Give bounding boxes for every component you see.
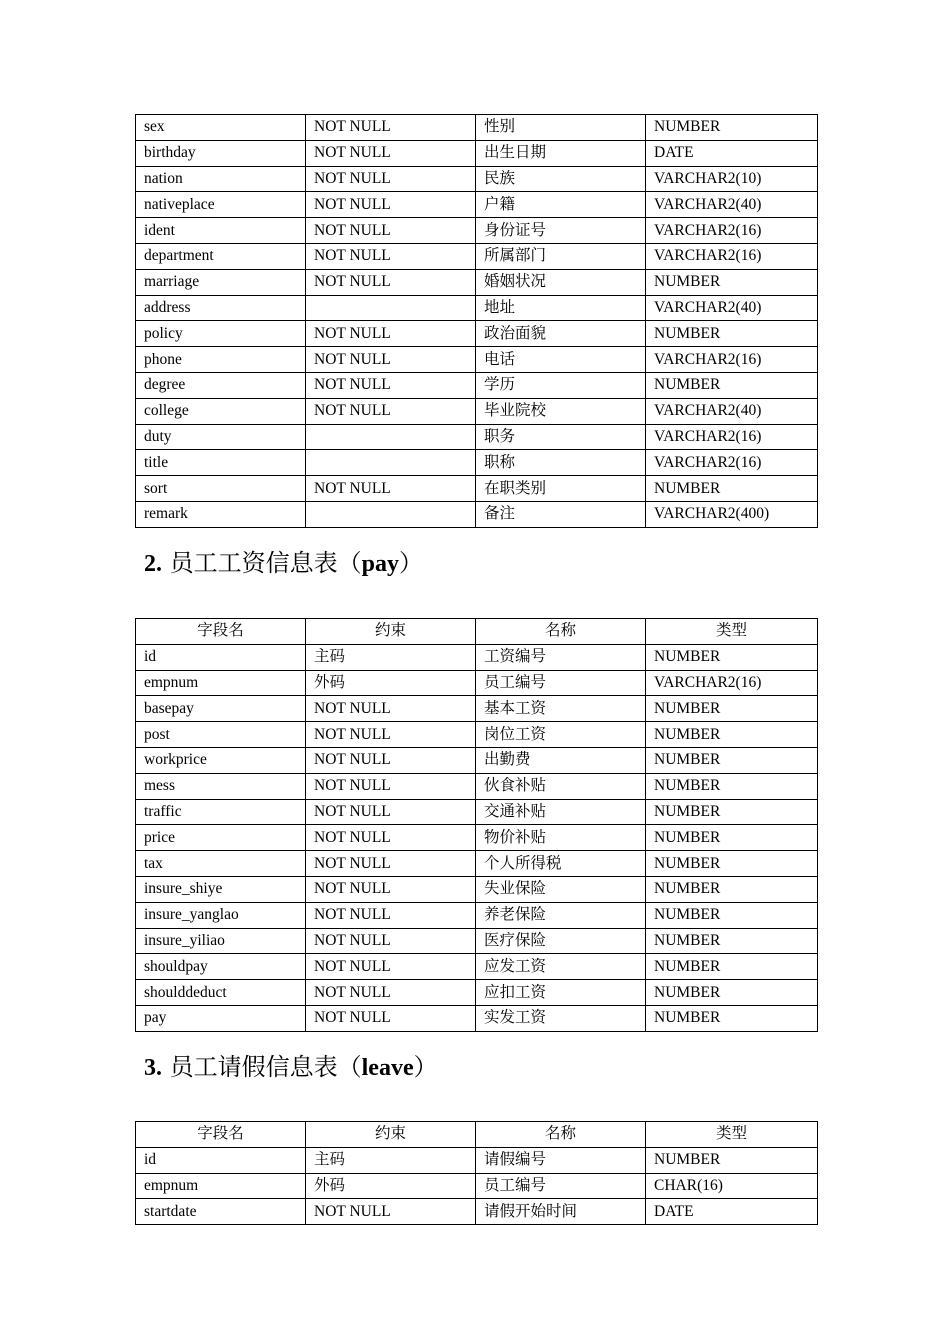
table-cell: 应发工资 (476, 954, 646, 980)
table-cell: DATE (646, 1199, 818, 1225)
table-cell: NOT NULL (306, 902, 476, 928)
section-number: 3. (144, 1055, 162, 1081)
table-cell: 实发工资 (476, 1005, 646, 1031)
header-row (136, 1122, 818, 1148)
table-cell: 请假开始时间 (476, 1199, 646, 1225)
table-cell: VARCHAR2(16) (646, 347, 818, 373)
table-cell: 养老保险 (476, 902, 646, 928)
table-cell: CHAR(16) (646, 1173, 818, 1199)
table-header (136, 1122, 818, 1148)
table-cell: 职称 (476, 450, 646, 476)
table-cell: 出生日期 (476, 140, 646, 166)
table-cell: nativeplace (136, 192, 306, 218)
header-row (136, 619, 818, 645)
table-cell: VARCHAR2(400) (646, 501, 818, 527)
table-cell: NUMBER (646, 696, 818, 722)
table-cell: price (136, 825, 306, 851)
table-cell: policy (136, 321, 306, 347)
table-cell: empnum (136, 670, 306, 696)
table-cell: 民族 (476, 166, 646, 192)
table-row (136, 902, 818, 928)
table-cell: id (136, 644, 306, 670)
table-cell: NOT NULL (306, 269, 476, 295)
table-cell: id (136, 1147, 306, 1173)
table-cell: NOT NULL (306, 747, 476, 773)
table-code: pay (361, 551, 399, 577)
section-close: ） (399, 549, 423, 577)
table-cell: NUMBER (646, 980, 818, 1006)
table-cell: 外码 (306, 1173, 476, 1199)
table-row (136, 192, 818, 218)
table-cell: NOT NULL (306, 825, 476, 851)
table-cell: 交通补贴 (476, 799, 646, 825)
table-body (136, 1147, 818, 1224)
table-cell: NUMBER (646, 799, 818, 825)
table-row (136, 670, 818, 696)
table-row (136, 954, 818, 980)
table-cell: NOT NULL (306, 372, 476, 398)
table-cell: 伙食补贴 (476, 773, 646, 799)
table-cell: NUMBER (646, 825, 818, 851)
table-cell: mess (136, 773, 306, 799)
table-cell: sort (136, 476, 306, 502)
table-cell: NOT NULL (306, 140, 476, 166)
table-cell: NOT NULL (306, 876, 476, 902)
table-cell: insure_yiliao (136, 928, 306, 954)
table-row (136, 799, 818, 825)
table-cell: VARCHAR2(40) (646, 192, 818, 218)
table-row (136, 644, 818, 670)
table-cell: phone (136, 347, 306, 373)
table-cell: duty (136, 424, 306, 450)
table-cell: sex (136, 115, 306, 141)
table-cell: nation (136, 166, 306, 192)
table-cell: remark (136, 501, 306, 527)
table-cell: NUMBER (646, 851, 818, 877)
table-cell: title (136, 450, 306, 476)
table-row (136, 115, 818, 141)
table-cell: NUMBER (646, 115, 818, 141)
table-cell: address (136, 295, 306, 321)
table-row (136, 398, 818, 424)
table-code: leave (361, 1055, 414, 1081)
table-cell: 应扣工资 (476, 980, 646, 1006)
table-cell: VARCHAR2(40) (646, 398, 818, 424)
table-cell: 医疗保险 (476, 928, 646, 954)
table-cell (306, 295, 476, 321)
table-row (136, 243, 818, 269)
table-cell: post (136, 722, 306, 748)
table-row (136, 476, 818, 502)
table-cell: NOT NULL (306, 321, 476, 347)
table-cell: NUMBER (646, 773, 818, 799)
section-title: 员工工资信息表（ (169, 549, 362, 577)
table-cell: shouldpay (136, 954, 306, 980)
table-cell: NUMBER (646, 747, 818, 773)
column-header: 字段名 (136, 619, 306, 645)
table-cell: 性别 (476, 115, 646, 141)
table-cell: 员工编号 (476, 670, 646, 696)
section-heading-pay (144, 548, 423, 579)
table-cell: NOT NULL (306, 115, 476, 141)
table-cell (306, 450, 476, 476)
table-cell: NOT NULL (306, 166, 476, 192)
table-cell: NOT NULL (306, 954, 476, 980)
table-cell: NOT NULL (306, 696, 476, 722)
table-cell: pay (136, 1005, 306, 1031)
table-row (136, 166, 818, 192)
table-row (136, 450, 818, 476)
table-cell: NUMBER (646, 1147, 818, 1173)
table-row (136, 1147, 818, 1173)
table-cell: 身份证号 (476, 218, 646, 244)
table-cell: 员工编号 (476, 1173, 646, 1199)
column-header: 名称 (476, 619, 646, 645)
table-cell: NUMBER (646, 644, 818, 670)
table-cell: NUMBER (646, 928, 818, 954)
table-cell: 外码 (306, 670, 476, 696)
table-cell: NOT NULL (306, 980, 476, 1006)
column-header: 名称 (476, 1122, 646, 1148)
table-cell: NOT NULL (306, 722, 476, 748)
table-row (136, 876, 818, 902)
table-row (136, 372, 818, 398)
table-row (136, 1005, 818, 1031)
table-row (136, 501, 818, 527)
column-header: 约束 (306, 1122, 476, 1148)
table-row (136, 928, 818, 954)
table-cell: insure_shiye (136, 876, 306, 902)
table-cell: NUMBER (646, 476, 818, 502)
table-cell: NOT NULL (306, 799, 476, 825)
table-row (136, 347, 818, 373)
table-cell: NUMBER (646, 722, 818, 748)
table-cell: tax (136, 851, 306, 877)
table-header (136, 619, 818, 645)
table-cell: 物价补贴 (476, 825, 646, 851)
table-cell: 毕业院校 (476, 398, 646, 424)
section-heading-leave (144, 1052, 438, 1083)
table-cell: birthday (136, 140, 306, 166)
table-cell: 主码 (306, 644, 476, 670)
table-row (136, 424, 818, 450)
section-close: ） (413, 1053, 438, 1081)
table-cell: NUMBER (646, 321, 818, 347)
table-cell: department (136, 243, 306, 269)
table-row (136, 321, 818, 347)
column-header: 类型 (646, 619, 818, 645)
table-row (136, 747, 818, 773)
table-cell: VARCHAR2(16) (646, 670, 818, 696)
table-cell: VARCHAR2(16) (646, 218, 818, 244)
table-cell: marriage (136, 269, 306, 295)
table-row (136, 295, 818, 321)
table-cell: NUMBER (646, 954, 818, 980)
column-header: 类型 (646, 1122, 818, 1148)
table-cell: college (136, 398, 306, 424)
table-cell: NOT NULL (306, 192, 476, 218)
table-cell: basepay (136, 696, 306, 722)
table-cell: startdate (136, 1199, 306, 1225)
table-cell: 岗位工资 (476, 722, 646, 748)
table-cell: 政治面貌 (476, 321, 646, 347)
table-cell: 职务 (476, 424, 646, 450)
table-cell: 工资编号 (476, 644, 646, 670)
table-cell: VARCHAR2(16) (646, 450, 818, 476)
table-cell: 在职类别 (476, 476, 646, 502)
table-cell: VARCHAR2(16) (646, 243, 818, 269)
table-cell: degree (136, 372, 306, 398)
table-cell: 主码 (306, 1147, 476, 1173)
table-cell (306, 424, 476, 450)
column-header: 约束 (306, 619, 476, 645)
table-cell: VARCHAR2(10) (646, 166, 818, 192)
table-cell: NUMBER (646, 876, 818, 902)
table-cell: NUMBER (646, 269, 818, 295)
table-cell: shoulddeduct (136, 980, 306, 1006)
table-cell: 地址 (476, 295, 646, 321)
table-cell: 学历 (476, 372, 646, 398)
table-row (136, 851, 818, 877)
table-cell: traffic (136, 799, 306, 825)
table-cell: 所属部门 (476, 243, 646, 269)
table-row (136, 773, 818, 799)
table-cell: 基本工资 (476, 696, 646, 722)
table-body (136, 115, 818, 528)
table-cell: NOT NULL (306, 851, 476, 877)
table-cell: NUMBER (646, 372, 818, 398)
table-cell: empnum (136, 1173, 306, 1199)
table-cell: 户籍 (476, 192, 646, 218)
table-cell: NOT NULL (306, 1199, 476, 1225)
table-cell: NOT NULL (306, 218, 476, 244)
table-cell: workprice (136, 747, 306, 773)
table-cell: NOT NULL (306, 398, 476, 424)
table-row (136, 980, 818, 1006)
table-cell: VARCHAR2(16) (646, 424, 818, 450)
pay-table (135, 618, 818, 1032)
table-row (136, 696, 818, 722)
table-cell: 备注 (476, 501, 646, 527)
table-cell: 个人所得税 (476, 851, 646, 877)
table-cell: NOT NULL (306, 1005, 476, 1031)
table-row (136, 825, 818, 851)
table-row (136, 1199, 818, 1225)
table-cell: 出勤费 (476, 747, 646, 773)
table-cell: 失业保险 (476, 876, 646, 902)
table-row (136, 269, 818, 295)
table-cell: NUMBER (646, 1005, 818, 1031)
table-cell: NUMBER (646, 902, 818, 928)
table-row (136, 218, 818, 244)
table-cell: NOT NULL (306, 243, 476, 269)
table-row (136, 722, 818, 748)
employee-info-table-continued (135, 114, 818, 528)
column-header: 字段名 (136, 1122, 306, 1148)
table-body (136, 644, 818, 1031)
table-cell: NOT NULL (306, 928, 476, 954)
table-cell: NOT NULL (306, 773, 476, 799)
leave-table (135, 1121, 818, 1225)
table-cell: 请假编号 (476, 1147, 646, 1173)
table-cell: ident (136, 218, 306, 244)
table-row (136, 1173, 818, 1199)
table-cell: DATE (646, 140, 818, 166)
table-cell: VARCHAR2(40) (646, 295, 818, 321)
table-cell: 电话 (476, 347, 646, 373)
table-row (136, 140, 818, 166)
table-cell: insure_yanglao (136, 902, 306, 928)
section-number: 2. (144, 551, 162, 577)
table-cell: NOT NULL (306, 347, 476, 373)
table-cell (306, 501, 476, 527)
table-cell: NOT NULL (306, 476, 476, 502)
section-title: 员工请假信息表（ (169, 1053, 362, 1081)
table-cell: 婚姻状况 (476, 269, 646, 295)
